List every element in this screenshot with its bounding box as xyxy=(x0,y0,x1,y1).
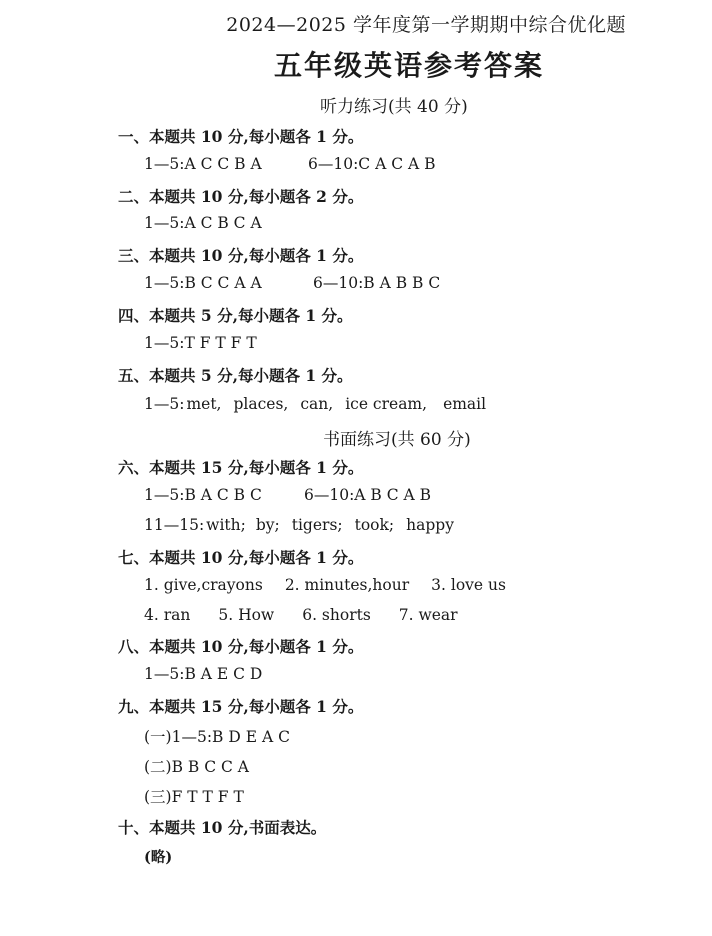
question-6-heading: 六、本题共 15 分,每小题各 1 分。 xyxy=(118,458,364,477)
question-2-answers: 1—5:A C B C A xyxy=(144,214,262,232)
question-6-answers-c xyxy=(144,516,454,534)
exam-series-title: 2024—2025 学年度第一学期期中综合优化题 xyxy=(226,14,626,36)
question-7-heading: 七、本题共 10 分,每小题各 1 分。 xyxy=(118,548,364,567)
answer-word: places, xyxy=(233,395,289,413)
question-10-answer: (略) xyxy=(144,849,173,866)
answer-word: with; xyxy=(206,516,246,534)
answer-word: can, xyxy=(300,395,334,413)
question-6-answers-a: 1—5:B A C B C xyxy=(144,486,262,504)
answer-word: by; xyxy=(255,516,280,534)
answer-word: met, xyxy=(186,395,222,413)
answer-item: 5. How xyxy=(218,606,275,624)
question-10-heading: 十、本题共 10 分,书面表达。 xyxy=(118,818,327,837)
answer-word: ice cream, xyxy=(345,395,428,413)
answer-item: 2. minutes,hour xyxy=(284,576,410,594)
question-9-part2-answers: (二)B B C C A xyxy=(144,758,249,776)
question-8-heading: 八、本题共 10 分,每小题各 1 分。 xyxy=(118,637,364,656)
question-1-answers-b: 6—10:C A C A B xyxy=(308,155,436,173)
question-7-answers-line2 xyxy=(144,606,458,624)
writing-section-title: 书面练习(共 60 分) xyxy=(323,430,471,450)
answer-key-title: 五年级英语参考答案 xyxy=(273,49,544,82)
question-5-answers xyxy=(144,395,486,413)
answer-prefix: 1—5: xyxy=(144,395,185,413)
question-3-heading: 三、本题共 10 分,每小题各 1 分。 xyxy=(118,246,364,265)
question-2-heading: 二、本题共 10 分,每小题各 2 分。 xyxy=(118,187,364,206)
answer-item: 7. wear xyxy=(398,606,458,624)
question-4-heading: 四、本题共 5 分,每小题各 1 分。 xyxy=(118,306,353,325)
question-1-answers-a: 1—5:A C C B A xyxy=(144,155,262,173)
answer-item: 3. love us xyxy=(431,576,506,594)
answer-item: 6. shorts xyxy=(302,606,371,624)
answer-prefix: 11—15: xyxy=(144,516,205,534)
question-7-answers-line1 xyxy=(144,576,506,594)
question-6-answers-b: 6—10:A B C A B xyxy=(304,486,432,504)
question-3-answers-a: 1—5:B C C A A xyxy=(144,274,262,292)
question-4-answers: 1—5:T F T F T xyxy=(144,334,257,352)
answer-word: email xyxy=(443,395,487,413)
listening-section-title: 听力练习(共 40 分) xyxy=(320,97,468,117)
answer-word: happy xyxy=(406,516,454,534)
answer-word: took; xyxy=(354,516,395,534)
question-8-answers: 1—5:B A E C D xyxy=(144,665,263,683)
question-9-part3-answers: (三)F T T F T xyxy=(144,788,244,806)
answer-item: 1. give,crayons xyxy=(144,576,263,594)
question-3-answers-b: 6—10:B A B B C xyxy=(313,274,441,292)
question-9-part1-answers: (一)1—5:B D E A C xyxy=(144,728,290,746)
answer-item: 4. ran xyxy=(144,606,191,624)
answer-word: tigers; xyxy=(291,516,343,534)
question-1-heading: 一、本题共 10 分,每小题各 1 分。 xyxy=(118,127,364,146)
question-9-heading: 九、本题共 15 分,每小题各 1 分。 xyxy=(118,697,364,716)
question-5-heading: 五、本题共 5 分,每小题各 1 分。 xyxy=(118,366,353,385)
